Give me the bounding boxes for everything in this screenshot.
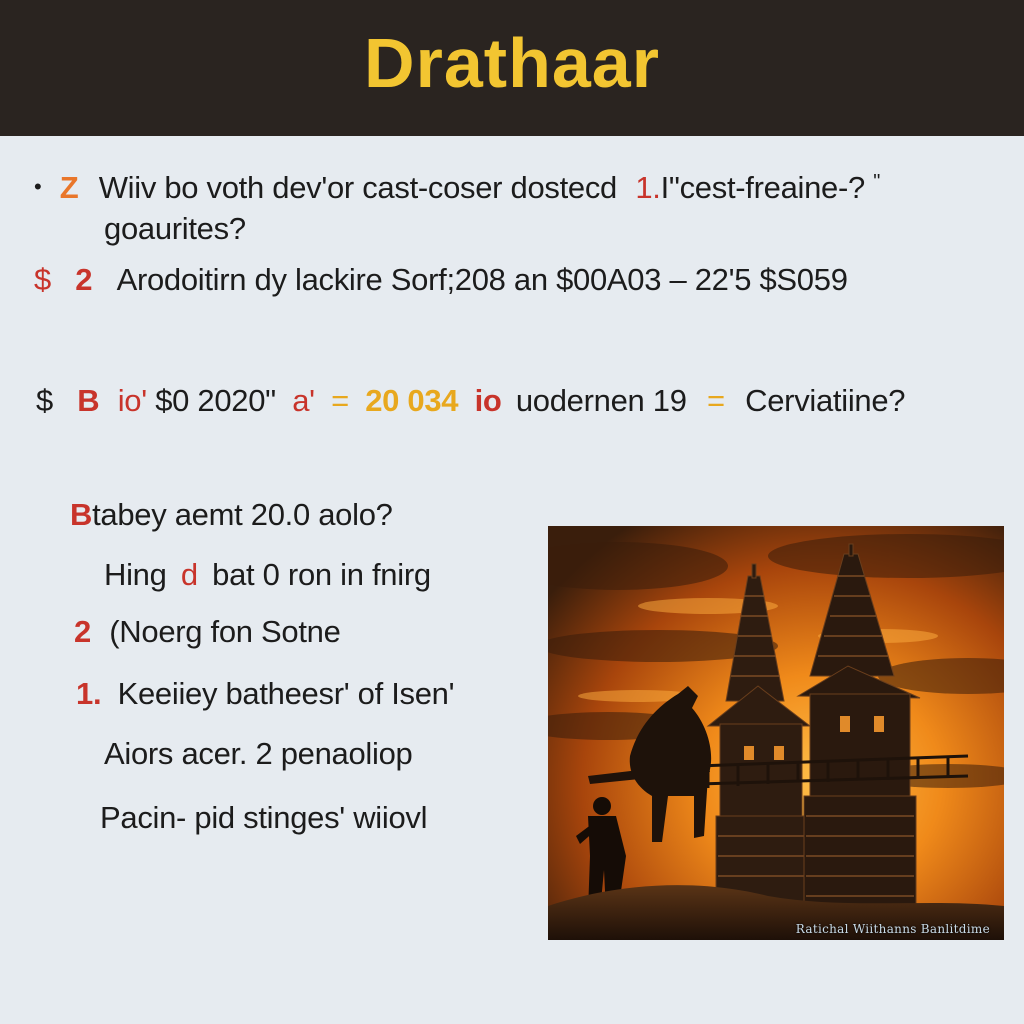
tower-scene (548, 526, 1004, 940)
list-text: tabey aemt 20.0 aolo? (92, 497, 393, 532)
picture-caption: Ratichal Wiithanns Banlitdime (795, 922, 990, 936)
page-title: Drathaar (364, 24, 660, 102)
bullet-line-3 (36, 383, 905, 419)
bullet-line-2 (34, 262, 848, 298)
list-initial: B (70, 497, 93, 532)
list-text: Hing (104, 557, 167, 592)
tower-illustration (548, 526, 1004, 940)
bullet-dot: • (34, 174, 42, 199)
line-text: Wiiv bo voth dev'or cast-coser dostecd (98, 170, 617, 205)
line-number: 2 (75, 262, 93, 297)
bullet-line-1 (34, 170, 880, 206)
list-text-highlight: d (180, 557, 198, 592)
line-number-2: 1. (635, 170, 661, 205)
equals-sign: = (707, 383, 725, 418)
list-item (70, 497, 393, 533)
list-item: Pacin- pid stinges' wiiovl (100, 800, 428, 835)
bullet-line-1-continued: goaurites? (104, 211, 246, 246)
title-banner (0, 0, 1024, 136)
line-text-segment: a' (292, 383, 315, 418)
equals-sign: = (331, 383, 349, 418)
line-text-segment: uodernen 19 (515, 383, 687, 418)
line-number: Z (59, 170, 79, 205)
list-text: bat 0 ron in fnirg (212, 557, 431, 592)
line-text: Arodoitirn dy lackire Sorf;208 an $00A03 – 22'5 $S059 (116, 262, 848, 297)
dollar-bullet: $ (36, 383, 53, 418)
list-item (104, 557, 431, 593)
list-item (76, 676, 454, 712)
list-item: Aiors acer. 2 penaoliop (104, 736, 413, 771)
highlight-number: 20 034 (365, 383, 459, 418)
quote-mark: " (873, 171, 881, 193)
line-text-segment: $0 2020" (155, 383, 276, 418)
list-text: (Noerg fon Sotne (109, 614, 341, 649)
line-number: B (77, 383, 100, 418)
list-item (74, 614, 341, 650)
list-text: Keeiiey batheesr' of Isen' (117, 676, 455, 711)
list-number: 1. (76, 676, 102, 711)
line-text-segment: Cerviatiine? (745, 383, 906, 418)
line-text-segment: io (474, 383, 502, 418)
dollar-bullet: $ (34, 262, 51, 297)
line-text-segment: io' (117, 383, 147, 418)
line-text-2: I"cest-freaine-? (660, 170, 865, 205)
list-number: 2 (74, 614, 91, 649)
